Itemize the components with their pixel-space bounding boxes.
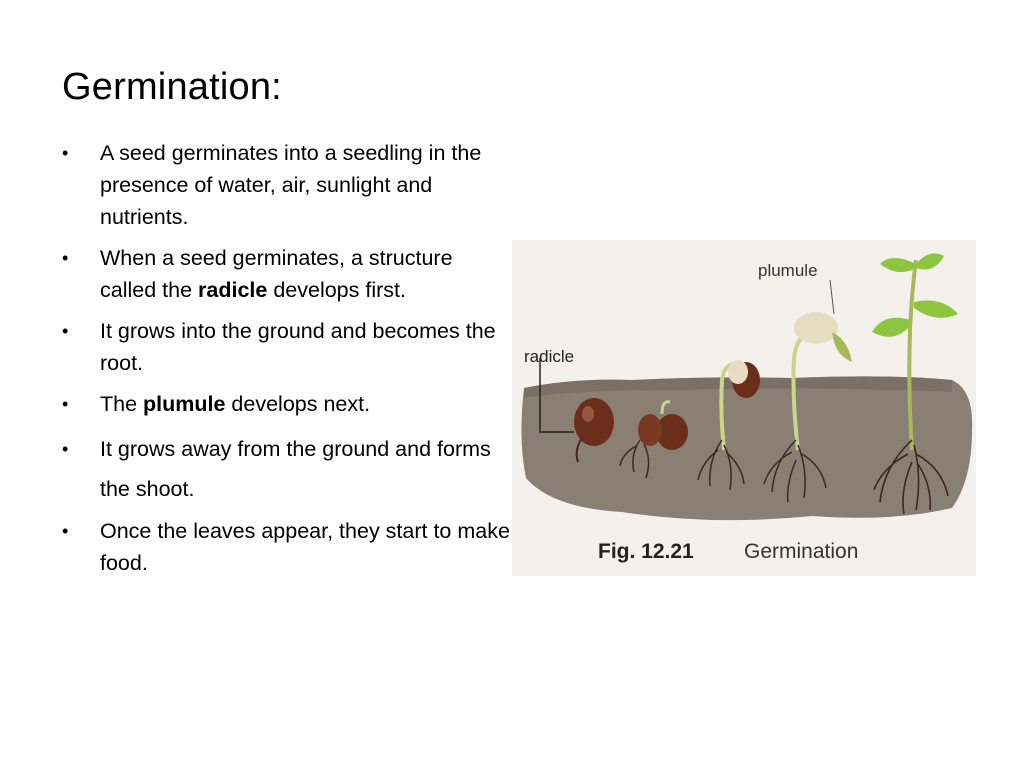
bullet-text: When a seed germinates, a structure called the xyxy=(100,246,453,302)
bullet-text: It grows into the ground and becomes the root. xyxy=(100,319,496,375)
bullet-marker: • xyxy=(62,394,69,414)
bullet-bold-term: plumule xyxy=(143,392,226,416)
bullet-text: develops first. xyxy=(267,278,406,302)
figure-number: Fig. 12.21 xyxy=(598,540,694,563)
bullet-text: The xyxy=(100,392,144,416)
bullet-list xyxy=(62,137,512,588)
slide-title: Germination: xyxy=(62,66,282,108)
bullet-text: A seed germinates into a seedling in the presence of water, air, sunlight and nutrients. xyxy=(100,141,482,229)
bullet-bold-term: radicle xyxy=(198,278,268,302)
radicle-label: radicle xyxy=(524,347,575,366)
bullet-marker: • xyxy=(62,521,69,541)
bullet-item xyxy=(62,242,512,306)
bullet-item xyxy=(62,137,512,233)
bullet-marker: • xyxy=(62,439,69,459)
bullet-item xyxy=(62,315,512,379)
bullet-item xyxy=(62,515,512,579)
bullet-item xyxy=(62,388,512,420)
bullet-text: develops next. xyxy=(225,392,371,416)
bullet-marker: • xyxy=(62,248,69,268)
plumule-label: plumule xyxy=(758,261,818,280)
germination-figure xyxy=(512,240,976,576)
bullet-marker: • xyxy=(62,143,69,163)
bullet-item xyxy=(62,429,512,509)
figure-caption: Germination xyxy=(744,540,859,563)
germination-illustration xyxy=(512,240,976,576)
bullet-text: It grows away from the ground and forms the shoot. xyxy=(100,437,491,501)
bullet-text: Once the leaves appear, they start to make food. xyxy=(100,519,510,575)
bullet-marker: • xyxy=(62,321,69,341)
plumule-pointer xyxy=(830,280,834,314)
